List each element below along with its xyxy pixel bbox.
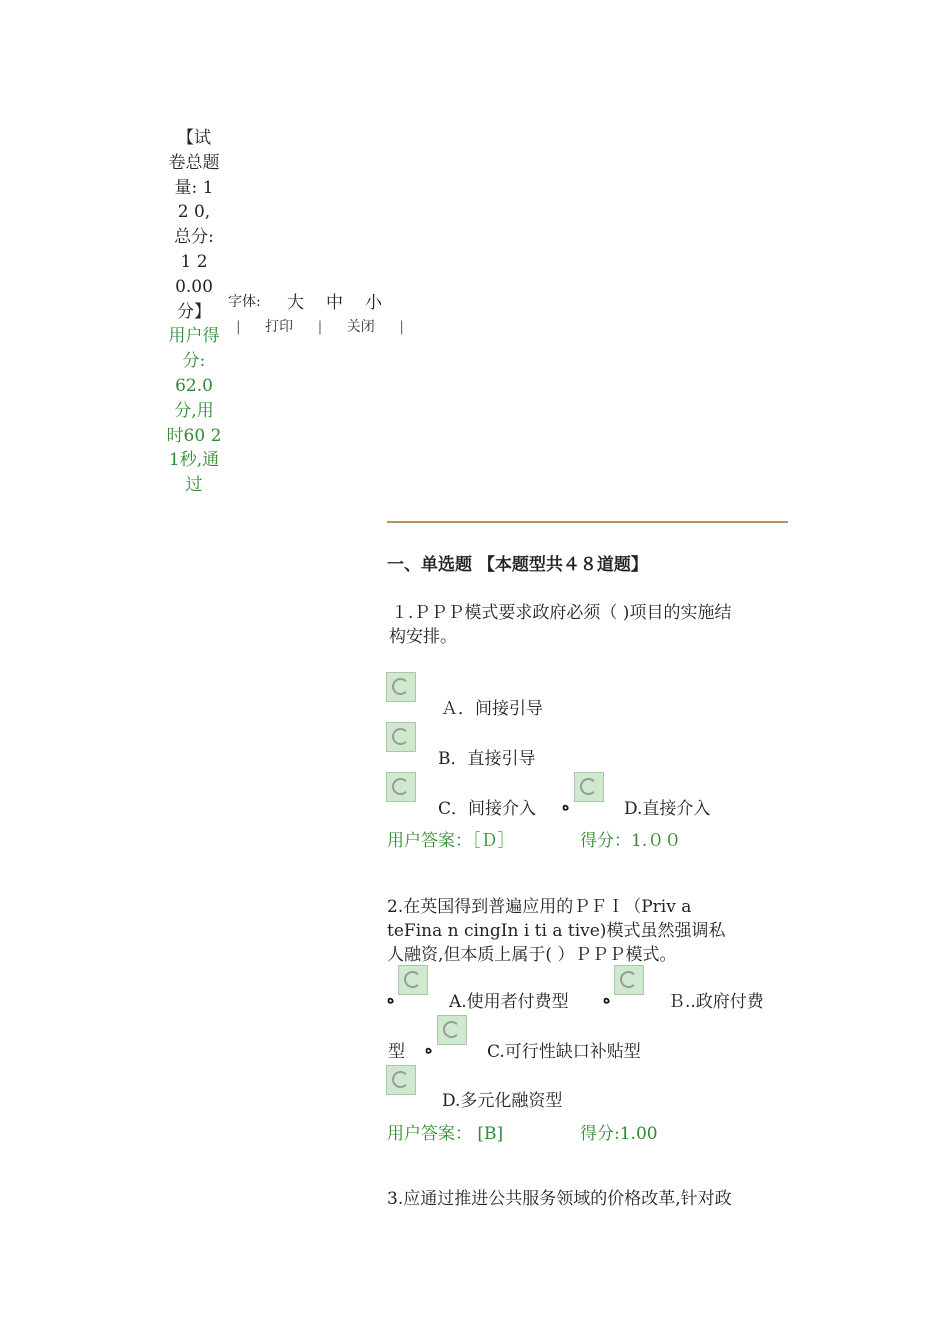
summary-line: 1 2 <box>180 251 208 272</box>
option-label: C．间接介入 <box>438 799 537 819</box>
section-title: 一、单选题 【本题型共４８道题】 <box>387 555 648 575</box>
option-label: Ｂ..政府付费 <box>668 992 764 1012</box>
close-link[interactable]: 关闭 <box>346 319 375 335</box>
cursor-mark-icon: ه <box>603 991 611 1007</box>
summary-line: 分】 <box>177 301 211 322</box>
user-answer: 用户答案：［Ｄ］ <box>387 831 515 851</box>
option-label: D.直接介入 <box>624 799 711 819</box>
separator: | <box>317 319 323 335</box>
font-medium-link[interactable]: 中 <box>326 293 343 313</box>
option-label-wrap: 型 <box>388 1042 405 1062</box>
radio-button-icon[interactable] <box>437 1015 467 1045</box>
radio-button-icon[interactable] <box>398 965 428 995</box>
score-line: 1秒,通 <box>168 450 220 471</box>
radio-button-icon[interactable] <box>386 772 416 802</box>
score-line: 分,用 <box>174 400 214 421</box>
radio-button-icon[interactable] <box>386 722 416 752</box>
radio-button-icon[interactable] <box>574 772 604 802</box>
user-answer: 用户答案： [B] <box>387 1124 504 1144</box>
question-stem-line: １.ＰＰＰ模式要求政府必须（ )项目的实施结 <box>391 603 732 623</box>
question-stem-line: 2.在英国得到普遍应用的ＰＦＩ（Priv a <box>387 897 692 917</box>
summary-line: 2 0, <box>177 202 211 223</box>
action-bar <box>236 316 424 336</box>
summary-line: 量: 1 <box>174 177 214 198</box>
separator: | <box>236 319 241 335</box>
radio-button-icon[interactable] <box>386 1065 416 1095</box>
score-line: 用户得 <box>168 326 220 347</box>
option-label: B．直接引导 <box>438 749 536 769</box>
score-line: 62.0 <box>175 375 213 396</box>
score-line: 时60 2 <box>166 425 222 446</box>
cursor-mark-icon: ه <box>562 798 570 814</box>
summary-line: 总分: <box>174 227 214 248</box>
question-stem-line: 3.应通过推进公共服务领域的价格改革,针对政 <box>387 1189 732 1209</box>
divider <box>387 521 788 523</box>
exam-summary <box>160 126 228 498</box>
font-large-link[interactable]: 大 <box>287 293 304 313</box>
question-stem-line: 人融资,但本质上属于( ）ＰＰＰ模式。 <box>387 945 677 965</box>
summary-line: 卷总题 <box>168 152 220 173</box>
option-label: Ａ．间接引导 <box>441 699 543 719</box>
option-label: C.可行性缺口补贴型 <box>487 1042 641 1062</box>
print-link[interactable]: 打印 <box>265 319 294 335</box>
font-size-label: 字体: <box>228 294 261 310</box>
score-line: 过 <box>185 475 203 496</box>
cursor-mark-icon: ه <box>387 991 395 1007</box>
font-small-link[interactable]: 小 <box>365 293 382 313</box>
question-score: 得分：1.００ <box>580 831 682 851</box>
question-stem-line: teFina n cingIn i ti a tive)模式虽然强调私 <box>387 921 726 941</box>
summary-line: 【试 <box>177 128 211 148</box>
question-score: 得分:1.00 <box>580 1124 658 1144</box>
cursor-mark-icon: ه <box>425 1041 433 1057</box>
option-label: A.使用者付费型 <box>449 992 569 1012</box>
separator: | <box>399 319 404 335</box>
radio-button-icon[interactable] <box>386 672 416 702</box>
summary-line: 0.00 <box>175 276 213 297</box>
question-stem-line: 构安排。 <box>389 627 457 647</box>
radio-button-icon[interactable] <box>614 965 644 995</box>
score-line: 分: <box>182 351 206 372</box>
option-label: D.多元化融资型 <box>442 1091 563 1111</box>
